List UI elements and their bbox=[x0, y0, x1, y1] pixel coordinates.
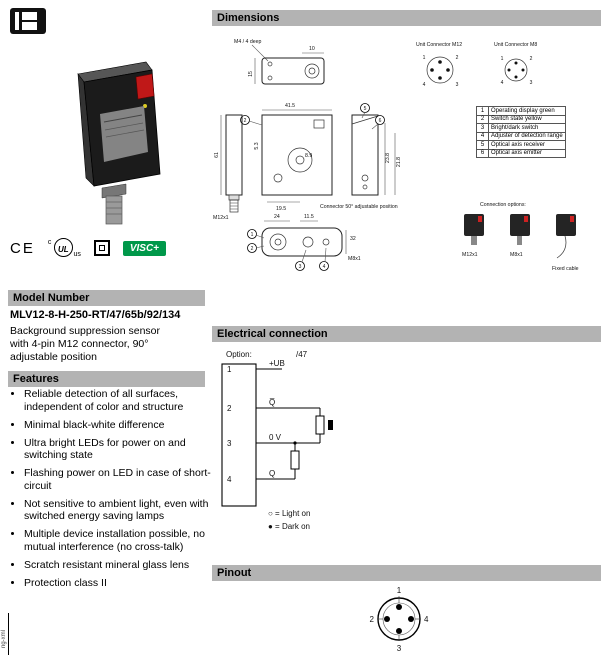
features-list bbox=[10, 388, 216, 595]
ce-mark: CE bbox=[10, 239, 35, 257]
legend-light-on: ○ = Light on bbox=[268, 509, 311, 518]
feature-item: • Minimal black-white difference bbox=[24, 419, 216, 432]
balloon-number: 2 bbox=[250, 246, 254, 252]
electrical-diagram bbox=[212, 344, 601, 549]
dim-label: 24 bbox=[274, 214, 280, 220]
balloon-number: 2 bbox=[243, 118, 247, 124]
balloon-number: 6 bbox=[378, 118, 382, 124]
feature-item: • Multiple device installation possible, no mutual interference (no cross-talk) bbox=[24, 528, 216, 553]
connection-option-m8-icon bbox=[510, 214, 530, 245]
dim-label: Unit Connector M8 bbox=[494, 42, 538, 48]
legend-num: 5 bbox=[477, 141, 489, 150]
connector-pin-number: 1 bbox=[500, 56, 504, 62]
dim-label: Connector 50° adjustable position bbox=[320, 204, 398, 210]
legend-label: Bright/dark switch bbox=[489, 124, 566, 133]
legend-num: 2 bbox=[477, 115, 489, 124]
model-description-line2: with 4-pin M12 connector, 90° adjustable position bbox=[10, 338, 149, 363]
legend-row bbox=[477, 107, 566, 116]
protection-class-ii-inner bbox=[99, 245, 105, 251]
pin-number: 3 bbox=[227, 439, 232, 448]
dimensions-header: Dimensions bbox=[212, 10, 601, 26]
logo-part bbox=[22, 22, 37, 30]
dim-label: M4 / 4 deep bbox=[234, 39, 262, 45]
ul-us-label: us bbox=[73, 251, 81, 258]
dim-label: M8x1 bbox=[348, 256, 361, 262]
pinout-header: Pinout bbox=[212, 565, 601, 581]
dim-label: Fixed cable bbox=[552, 266, 579, 272]
pin-label: Q bbox=[269, 469, 276, 478]
dim-label: Unit Connector M12 bbox=[416, 42, 463, 48]
ul-label: UL bbox=[58, 245, 69, 254]
document-code: ng-xml bbox=[1, 629, 7, 648]
visco-mark: VISC+ bbox=[123, 241, 166, 256]
legend-num: 6 bbox=[477, 149, 489, 158]
connector-pin-number: 1 bbox=[422, 55, 426, 61]
electrical-diagram-svg bbox=[212, 344, 601, 549]
legend-row bbox=[477, 149, 566, 158]
legend-row bbox=[477, 124, 566, 133]
connection-option-cable-icon bbox=[556, 214, 576, 258]
legend-label: Optical axis receiver bbox=[489, 141, 566, 150]
connector-pin-number: 4 bbox=[500, 80, 504, 86]
model-number-header: Model Number bbox=[8, 290, 205, 306]
connector-pin-number: 2 bbox=[455, 55, 459, 61]
dim-label: 15 bbox=[248, 71, 254, 77]
legend-num: 1 bbox=[477, 107, 489, 116]
logo-part bbox=[15, 12, 19, 30]
ul-circle-icon bbox=[54, 238, 73, 257]
legend-num: 3 bbox=[477, 124, 489, 133]
legend-num: 4 bbox=[477, 132, 489, 141]
pinout-pin-number: 4 bbox=[424, 615, 429, 624]
connector-pin-number: 2 bbox=[529, 56, 533, 62]
pin-number: 1 bbox=[227, 365, 232, 374]
legend-dark-on: ● = Dark on bbox=[268, 522, 310, 531]
dim-label: M8x1 bbox=[510, 252, 523, 258]
legend-row bbox=[477, 141, 566, 150]
ul-c-label: c bbox=[47, 239, 52, 246]
dim-label: 41.5 bbox=[284, 103, 296, 109]
pinout-pin-number: 1 bbox=[396, 586, 402, 595]
legend-row bbox=[477, 132, 566, 141]
dimensions-drawing-svg bbox=[212, 28, 601, 322]
dim-label: 10 bbox=[309, 46, 315, 52]
feature-item: • Flashing power on LED in case of short-circuit bbox=[24, 467, 216, 492]
pinout-diagram-svg bbox=[212, 583, 601, 655]
legend-label: Optical axis emitter bbox=[489, 149, 566, 158]
feature-item: • Protection class II bbox=[24, 577, 216, 590]
certifications bbox=[10, 237, 202, 259]
balloon-number: 3 bbox=[298, 264, 302, 270]
dim-label: 8.9 bbox=[305, 153, 313, 159]
model-description-line1: Background suppression sensor bbox=[10, 325, 161, 337]
legend-label: Switch state yellow bbox=[489, 115, 566, 124]
product-photo-icon bbox=[48, 44, 178, 230]
dim-label: 32 bbox=[350, 236, 356, 242]
dim-label: 19.5 bbox=[276, 206, 287, 212]
option-value: /47 bbox=[296, 350, 308, 359]
feature-item: • Reliable detection of all surfaces, independent of color and structure bbox=[24, 388, 216, 413]
product-photo bbox=[48, 44, 178, 230]
balloon-number: 5 bbox=[363, 106, 367, 112]
dim-label: M12x1 bbox=[462, 252, 478, 258]
pinout-pin-number: 2 bbox=[369, 615, 374, 624]
dim-label: 21.8 bbox=[396, 156, 402, 168]
dim-label: 23.8 bbox=[385, 152, 391, 164]
dimensions-drawing bbox=[212, 28, 601, 322]
pin-label: Q̅ bbox=[269, 398, 276, 407]
pinout-diagram bbox=[212, 583, 601, 655]
dim-label: 5.3 bbox=[254, 142, 260, 150]
pepperl-fuchs-logo-icon bbox=[10, 8, 46, 34]
option-label: Option: bbox=[226, 350, 252, 359]
pin-number: 2 bbox=[227, 404, 232, 413]
electrical-connection-header: Electrical connection bbox=[212, 326, 601, 342]
feature-item: • Not sensitive to ambient light, even with switched energy saving lamps bbox=[24, 498, 216, 523]
connector-pin-number: 3 bbox=[529, 80, 533, 86]
feature-item: • Scratch resistant mineral glass lens bbox=[24, 559, 216, 572]
legend-label: Adjuster of detection range bbox=[489, 132, 566, 141]
dimensions-legend bbox=[476, 106, 566, 158]
legend-row bbox=[477, 115, 566, 124]
pinout-pin-number: 3 bbox=[396, 644, 402, 653]
connector-pin-number: 4 bbox=[422, 82, 426, 88]
dim-label: 11.5 bbox=[304, 214, 314, 220]
pin-label: 0 V bbox=[269, 433, 282, 442]
pin-label: +UB bbox=[269, 359, 285, 368]
dim-label: Connection options: bbox=[480, 202, 526, 208]
connection-option-m12-icon bbox=[464, 214, 484, 245]
balloon-number: 4 bbox=[322, 264, 326, 270]
dim-label: 61 bbox=[214, 152, 220, 158]
connector-pin-number: 3 bbox=[455, 82, 459, 88]
model-number: MLV12-8-H-250-RT/47/65b/92/134 bbox=[10, 309, 181, 321]
pin-number: 4 bbox=[227, 475, 232, 484]
logo-part bbox=[22, 12, 37, 20]
fold-mark bbox=[8, 613, 9, 655]
features-header: Features bbox=[8, 371, 205, 387]
balloon-number: 1 bbox=[250, 232, 254, 238]
dim-label: M12x1 bbox=[213, 215, 229, 221]
legend-label: Operating display green bbox=[489, 107, 566, 116]
protection-class-ii-icon bbox=[94, 240, 110, 256]
ul-mark bbox=[48, 238, 81, 258]
feature-item: • Ultra bright LEDs for power on and switching state bbox=[24, 437, 216, 462]
